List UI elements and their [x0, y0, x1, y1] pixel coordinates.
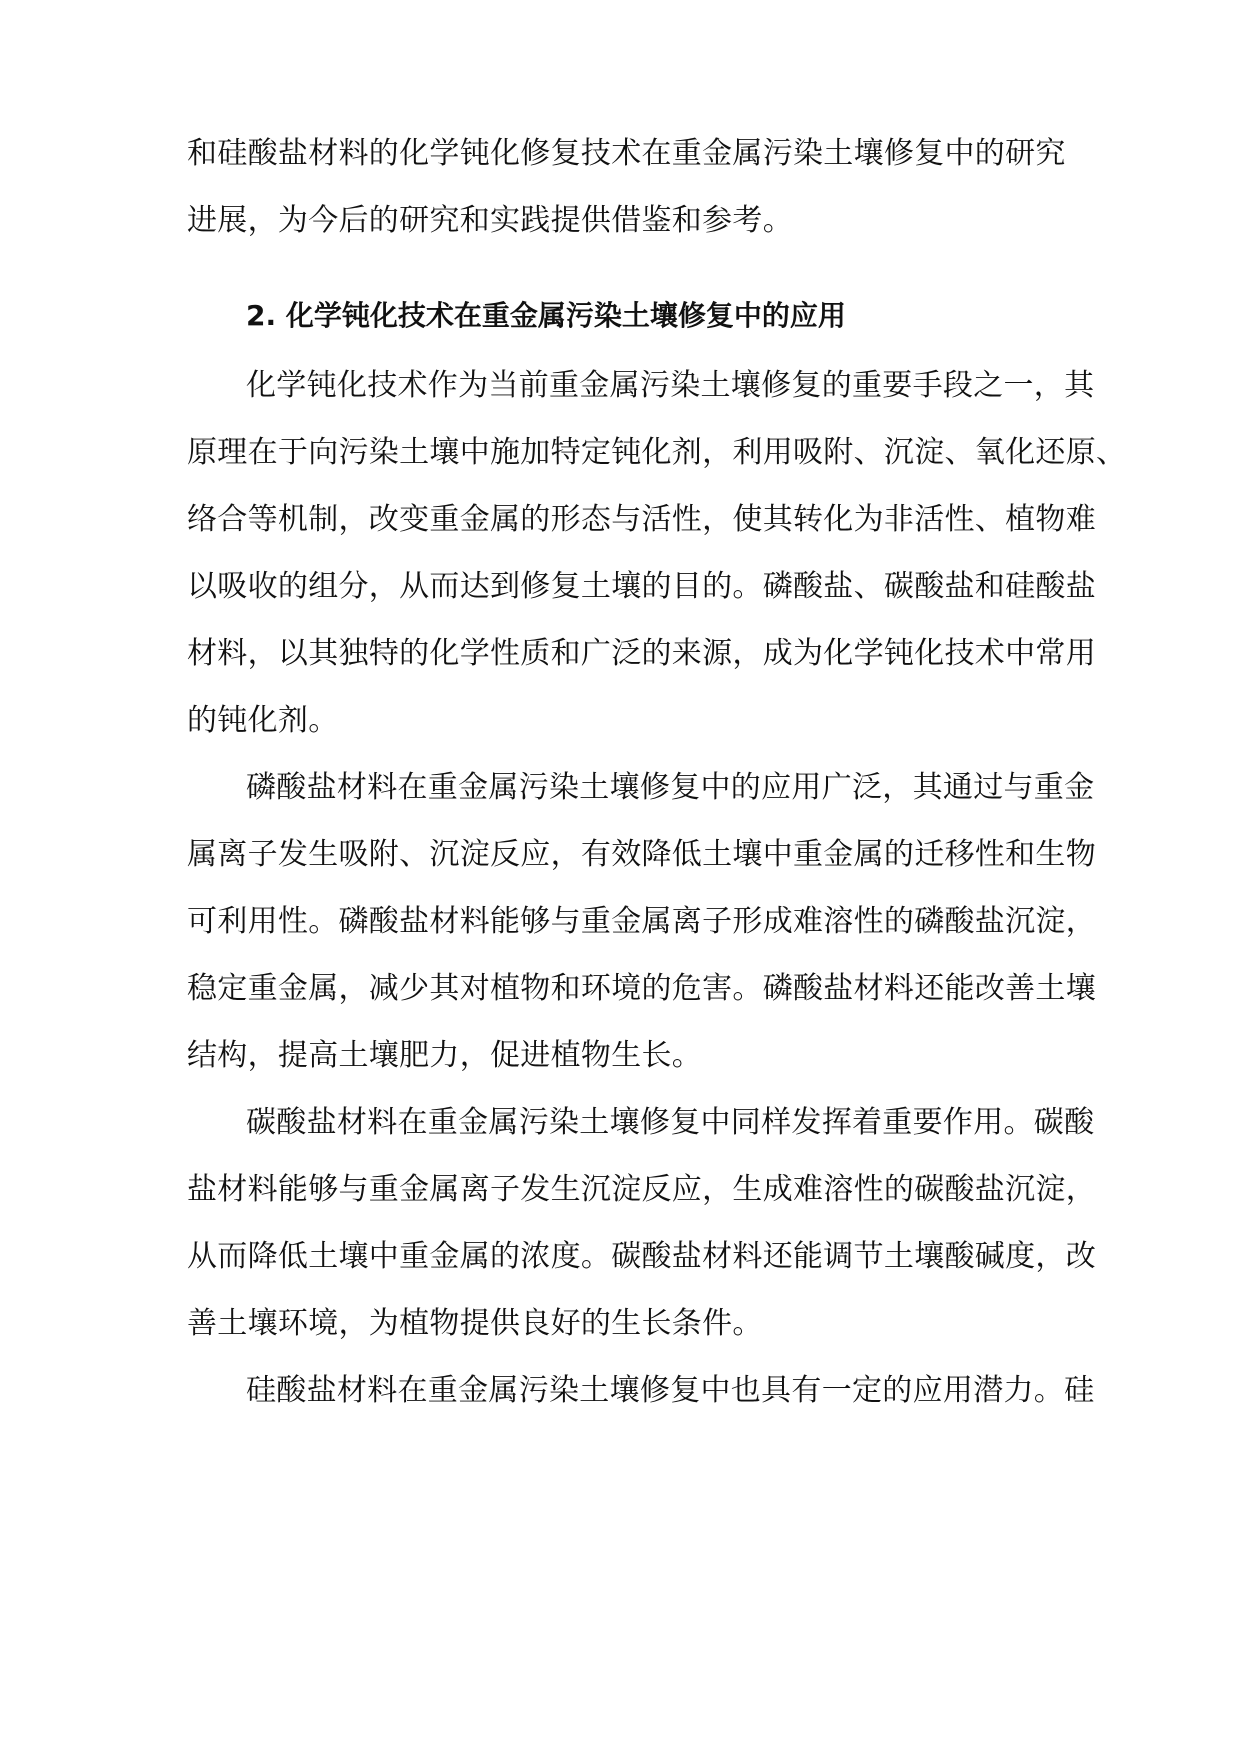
text-line: 从而降低土壤中重金属的浓度。碳酸盐材料还能调节土壤酸碱度，改: [187, 1239, 1096, 1274]
text-line: 碳酸盐材料在重金属污染土壤修复中同样发挥着重要作用。碳酸: [246, 1105, 1095, 1140]
text-line: 原理在于向污染土壤中施加特定钝化剂，利用吸附、沉淀、氧化还原、: [187, 435, 1127, 470]
text-line: 善土壤环境，为植物提供良好的生长条件。: [187, 1306, 763, 1341]
text-line: 的钝化剂。: [187, 703, 339, 738]
text-line: 材料，以其独特的化学性质和广泛的来源，成为化学钝化技术中常用: [187, 636, 1096, 671]
text-line: 属离子发生吸附、沉淀反应，有效降低土壤中重金属的迁移性和生物: [187, 837, 1096, 872]
text-line: 络合等机制，改变重金属的形态与活性，使其转化为非活性、植物难: [187, 502, 1096, 537]
text-line: 可利用性。磷酸盐材料能够与重金属离子形成难溶性的磷酸盐沉淀，: [187, 904, 1096, 939]
text-line: 磷酸盐材料在重金属污染土壤修复中的应用广泛，其通过与重金: [246, 770, 1095, 805]
text-line: 进展，为今后的研究和实践提供借鉴和参考。: [187, 203, 793, 238]
text-line: 化学钝化技术作为当前重金属污染土壤修复的重要手段之一，其: [246, 368, 1095, 403]
section-heading: 2. 化学钝化技术在重金属污染土壤修复中的应用: [246, 299, 846, 332]
text-line: 和硅酸盐材料的化学钝化修复技术在重金属污染土壤修复中的研究: [187, 136, 1066, 171]
text-line: 硅酸盐材料在重金属污染土壤修复中也具有一定的应用潜力。硅: [246, 1373, 1095, 1408]
text-line: 盐材料能够与重金属离子发生沉淀反应，生成难溶性的碳酸盐沉淀，: [187, 1172, 1096, 1207]
text-line: 结构，提高土壤肥力，促进植物生长。: [187, 1038, 703, 1073]
text-line: 稳定重金属，减少其对植物和环境的危害。磷酸盐材料还能改善土壤: [187, 971, 1096, 1006]
text-line: 以吸收的组分，从而达到修复土壤的目的。磷酸盐、碳酸盐和硅酸盐: [187, 569, 1096, 604]
